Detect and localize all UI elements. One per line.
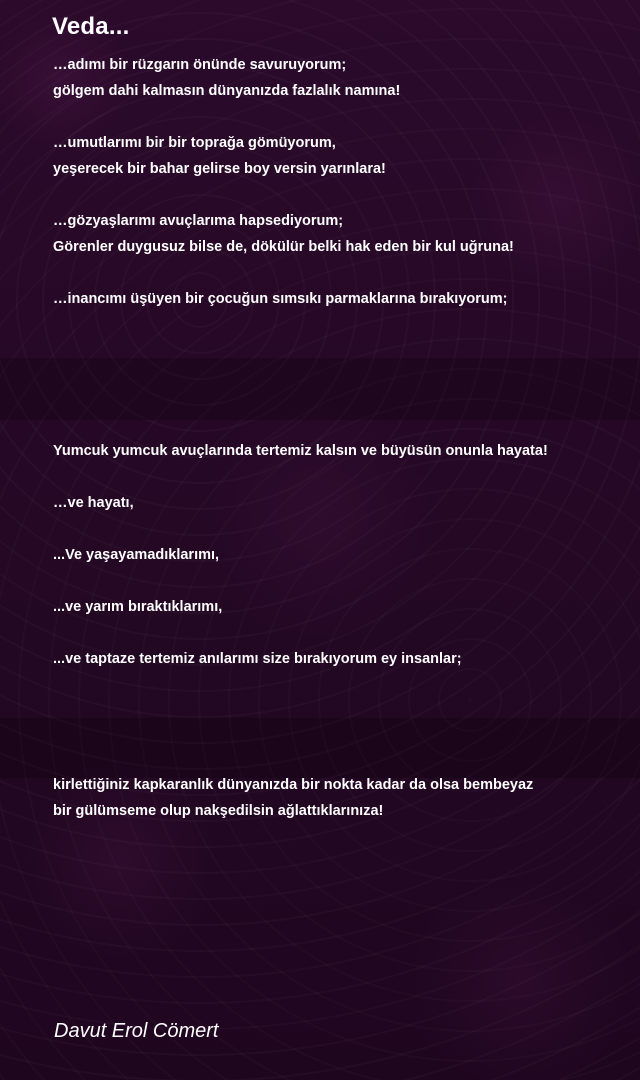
poem-author: Davut Erol Cömert bbox=[54, 1020, 219, 1042]
poem-line: …gözyaşlarımı avuçlarıma hapsediyorum; bbox=[53, 213, 344, 229]
poem-line: …umutlarımı bir bir toprağa gömüyorum, bbox=[53, 135, 336, 151]
poem-line: ...Ve yaşayamadıklarımı, bbox=[53, 547, 220, 563]
poem-title: Veda... bbox=[52, 13, 130, 40]
poem-line: kirlettiğiniz kapkaranlık dünyanızda bir nokta kadar da olsa bembeyaz bbox=[53, 777, 534, 793]
poem-line: ...ve yarım bıraktıklarımı, bbox=[53, 599, 223, 615]
poem-line: …inancımı üşüyen bir çocuğun sımsıkı parmaklarına bırakıyorum; bbox=[53, 291, 508, 307]
poem-line: ...ve taptaze tertemiz anılarımı size bırakıyorum ey insanlar; bbox=[53, 651, 462, 667]
background-band bbox=[0, 718, 640, 778]
poem-line: yeşerecek bir bahar gelirse boy versin yarınlara! bbox=[53, 161, 386, 177]
poem-line: Yumcuk yumcuk avuçlarında tertemiz kalsın ve büyüsün onunla hayata! bbox=[53, 443, 548, 459]
poem-line: gölgem dahi kalmasın dünyanızda fazlalık namına! bbox=[53, 83, 401, 99]
poem-line: Görenler duygusuz bilse de, dökülür belki hak eden bir kul uğruna! bbox=[53, 239, 514, 255]
poem-line: bir gülümseme olup nakşedilsin ağlattıklarınıza! bbox=[53, 803, 384, 819]
poem-line: …ve hayatı, bbox=[53, 495, 134, 511]
background-band bbox=[0, 358, 640, 420]
poem-line: …adımı bir rüzgarın önünde savuruyorum; bbox=[53, 57, 347, 73]
